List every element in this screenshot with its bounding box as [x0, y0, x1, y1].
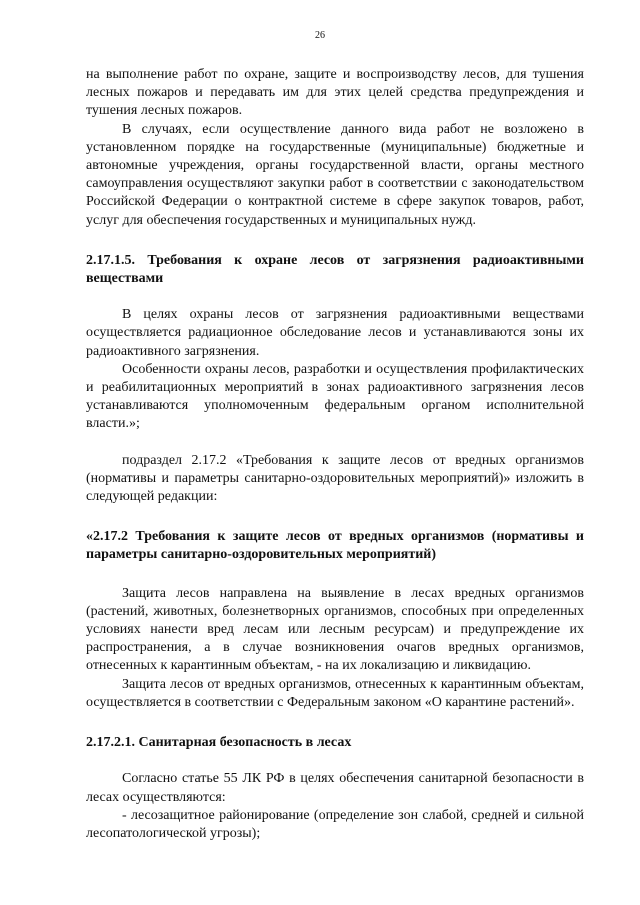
paragraph-fire-equipment: на выполнение работ по охране, защите и воспроизводству лесов, для тушения лесных пожаров и передавать им для этих целей средства предупреждения и тушения лесных пожаров.: [86, 67, 584, 119]
paragraph-rehabilitation-measures: Особенности охраны лесов, разработки и осуществления профилактических и реабилитационных мероприятий в зонах радиоактивного загрязнения лесов устанавливаются уполномоченным федеральным органом исполнительной власти.»;: [86, 361, 584, 432]
heading-sanitary-safety: 2.17.2.1. Санитарная безопасность в лесах: [86, 735, 352, 751]
page-number: 26: [315, 30, 325, 41]
paragraph-forest-code-article: Согласно статье 55 ЛК РФ в целях обеспечения санитарной безопасности в лесах осуществляются:: [86, 771, 584, 805]
paragraph-quarantine-law: Защита лесов от вредных организмов, отнесенных к карантинным объектам, осуществляется в соответствии с Федеральным законом «О карантине растений».: [86, 676, 584, 710]
heading-radioactive-protection: 2.17.1.5. Требования к охране лесов от загрязнения радиоактивными веществами: [86, 252, 584, 287]
paragraph-pest-detection: Защита лесов направлена на выявление в лесах вредных организмов (растений, животных, болезнетворных организмов, способных при определенных условиях нанести вред лесам или лесным ресурсам) и предупреждение их распространения, а в случае возникновения очагов вредных организмов, отнесенных к карантинным объектам, - на их локализацию и ликвидацию.: [86, 585, 584, 674]
paragraph-radiation-survey: В целях охраны лесов от загрязнения радиоактивными веществами осуществляется радиационное обследование лесов и устанавливаются зоны их радиоактивного загрязнения.: [86, 307, 584, 359]
document-body: [86, 66, 584, 843]
heading-pest-protection: «2.17.2 Требования к защите лесов от вредных организмов (нормативы и параметры санитарно-оздоровительных мероприятий): [86, 529, 584, 563]
paragraph-procurement: В случаях, если осуществление данного вида работ не возложено в установленном порядке на государственные (муниципальные) бюджетные и автономные учреждения, органы государственной власти, органы местного самоуправления осуществляют закупки работ в соответствии с законодательством Российской Федерации о контрактной системе в сфере закупок товаров, работ, услуг для обеспечения государственных и муниципальных нужд.: [86, 121, 584, 228]
list-item-zoning: - лесозащитное районирование (определение зон слабой, средней и сильной лесопатологической угрозы);: [86, 807, 584, 841]
paragraph-subsection-amendment: подраздел 2.17.2 «Требования к защите лесов от вредных организмов (нормативы и параметры санитарно-оздоровительных мероприятий)» изложить в следующей редакции:: [86, 452, 584, 505]
